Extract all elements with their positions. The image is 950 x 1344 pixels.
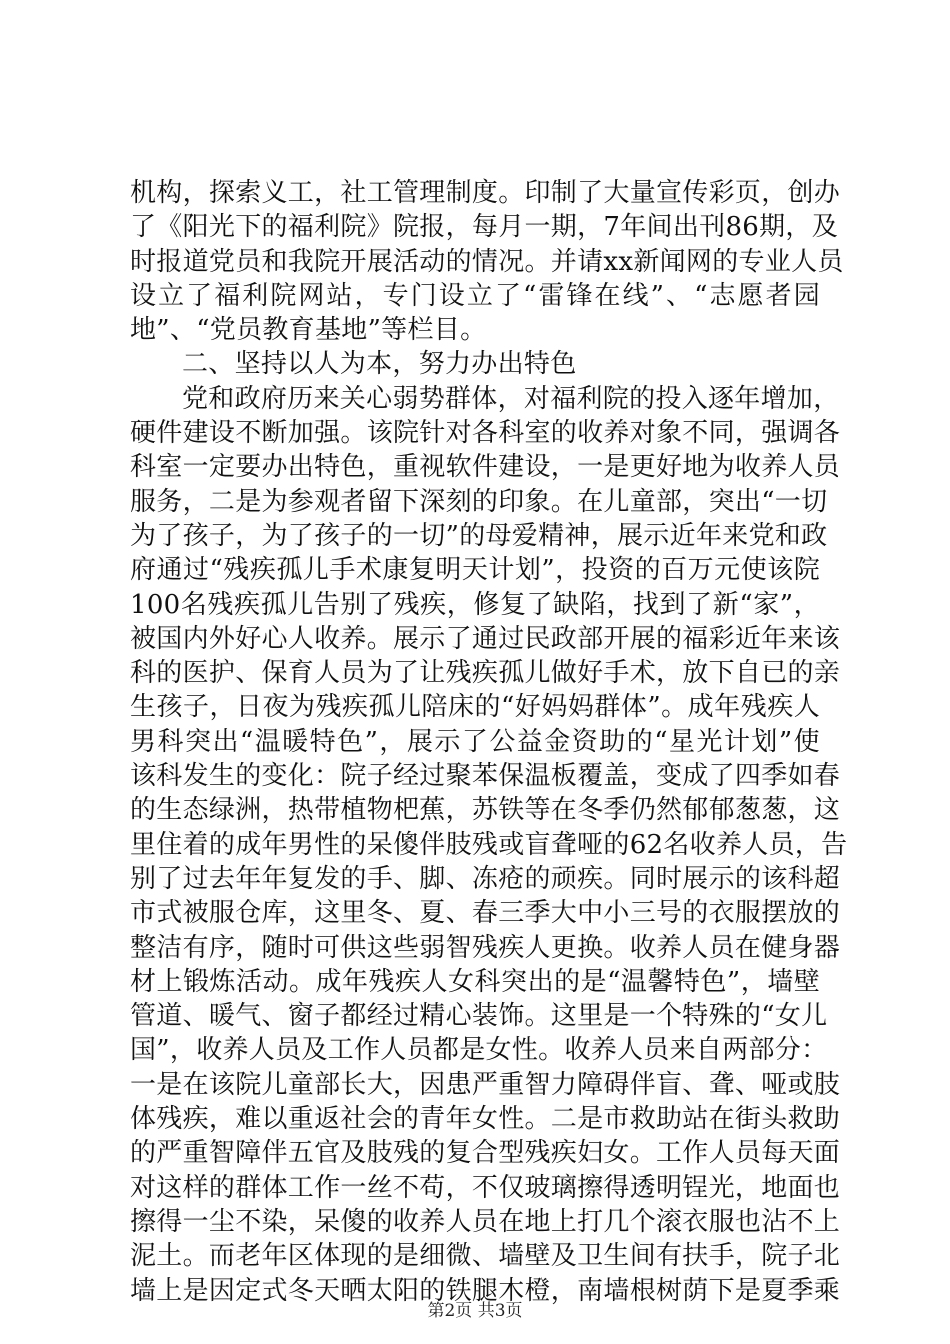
text-line: 科室一定要办出特色，重视软件建设，一是更好地为收养人员 [130, 452, 841, 483]
body-text [130, 176, 848, 1308]
text-line: 100名残疾孤儿告别了残疾，修复了缺陷，找到了新“家”， [130, 589, 820, 620]
text-line: 该科发生的变化：院子经过聚苯保温板覆盖，变成了四季如春 [130, 761, 841, 792]
text-line: 体残疾，难以重返社会的青年女性。二是市救助站在街头救助 [130, 1104, 841, 1135]
text-line: 里住着的成年男性的呆傻伴肢残或盲聋哑的62名收养人员，告 [130, 829, 848, 860]
text-line: 的严重智障伴五官及肢残的复合型残疾妇女。工作人员每天面 [130, 1138, 841, 1169]
text-line: 的生态绿洲，热带植物杷蕉，苏铁等在冬季仍然郁郁葱葱，这 [130, 795, 841, 826]
text-line: 材上锻炼活动。成年残疾人女科突出的是“温馨特色”，墙壁 [130, 966, 820, 997]
text-line: 管道、暖气、窗子都经过精心装饰。这里是一个特殊的“女儿 [130, 1001, 828, 1032]
text-line: 擦得一尘不染，呆傻的收养人员在地上打几个滚衣服也沾不上 [130, 1206, 841, 1237]
text-line: 生孩子，日夜为残疾孤儿陪床的“好妈妈群体”。成年残疾人 [130, 692, 820, 723]
text-line: 时报道党员和我院开展活动的情况。并请xx新闻网的专业人员 [130, 246, 844, 277]
text-line: 墙上是因定式冬天晒太阳的铁腿木橙，南墙根树荫下是夏季乘 [130, 1275, 841, 1306]
text-line: 市式被服仓库，这里冬、夏、春三季大中小三号的衣服摆放的 [130, 898, 841, 929]
text-line: 对这样的群体工作一丝不苟，不仅玻璃擦得透明锃光，地面也 [130, 1172, 841, 1203]
text-line: 府通过“残疾孤儿手术康复明天计划”，投资的百万元使该院 [130, 555, 820, 586]
text-line: 了《阳光下的福利院》院报，每月一期，7年间出刊86期，及 [130, 212, 839, 243]
text-line: 为了孩子，为了孩子的一切”的母爱精神，展示近年来党和政 [130, 520, 828, 551]
section-heading: 二、坚持以人为本，努力办出特色 [182, 349, 577, 380]
page-number-footer: 第2页 共3页 [427, 1301, 523, 1321]
text-line: 一是在该院儿童部长大，因患严重智力障碍伴盲、聋、哑或肢 [130, 1069, 841, 1100]
text-line: 地”、“党员教育基地”等栏目。 [130, 315, 487, 346]
paragraph-first-line: 党和政府历来关心弱势群体，对福利院的投入逐年增加， [182, 383, 840, 414]
text-line: 被国内外好心人收养。展示了通过民政部开展的福彩近年来该 [130, 623, 841, 654]
text-line: 泥土。而老年区体现的是细微、墙壁及卫生间有扶手，院子北 [130, 1241, 841, 1272]
text-line: 别了过去年年复发的手、脚、冻疮的顽疾。同时展示的该科超 [130, 863, 841, 894]
text-line: 科的医护、保育人员为了让残疾孤儿做好手术，放下自已的亲 [130, 658, 841, 689]
text-line: 硬件建设不断加强。该院针对各科室的收养对象不同，强调各 [130, 418, 841, 449]
text-line: 设立了福利院网站，专门设立了“雷锋在线”、“志愿者园 [130, 280, 820, 311]
text-line: 服务，二是为参观者留下深刻的印象。在儿童部，突出“一切 [130, 486, 828, 517]
text-line: 机构，探索义工，社工管理制度。印制了大量宣传彩页，创办 [130, 178, 841, 208]
text-line: 整洁有序，随时可供这些弱智残疾人更换。收养人员在健身器 [130, 932, 841, 963]
text-line: 国”，收养人员及工作人员都是女性。收养人员来自两部分： [130, 1035, 828, 1066]
text-line: 男科突出“温暖特色”，展示了公益金资助的“星光计划”使 [130, 726, 820, 757]
